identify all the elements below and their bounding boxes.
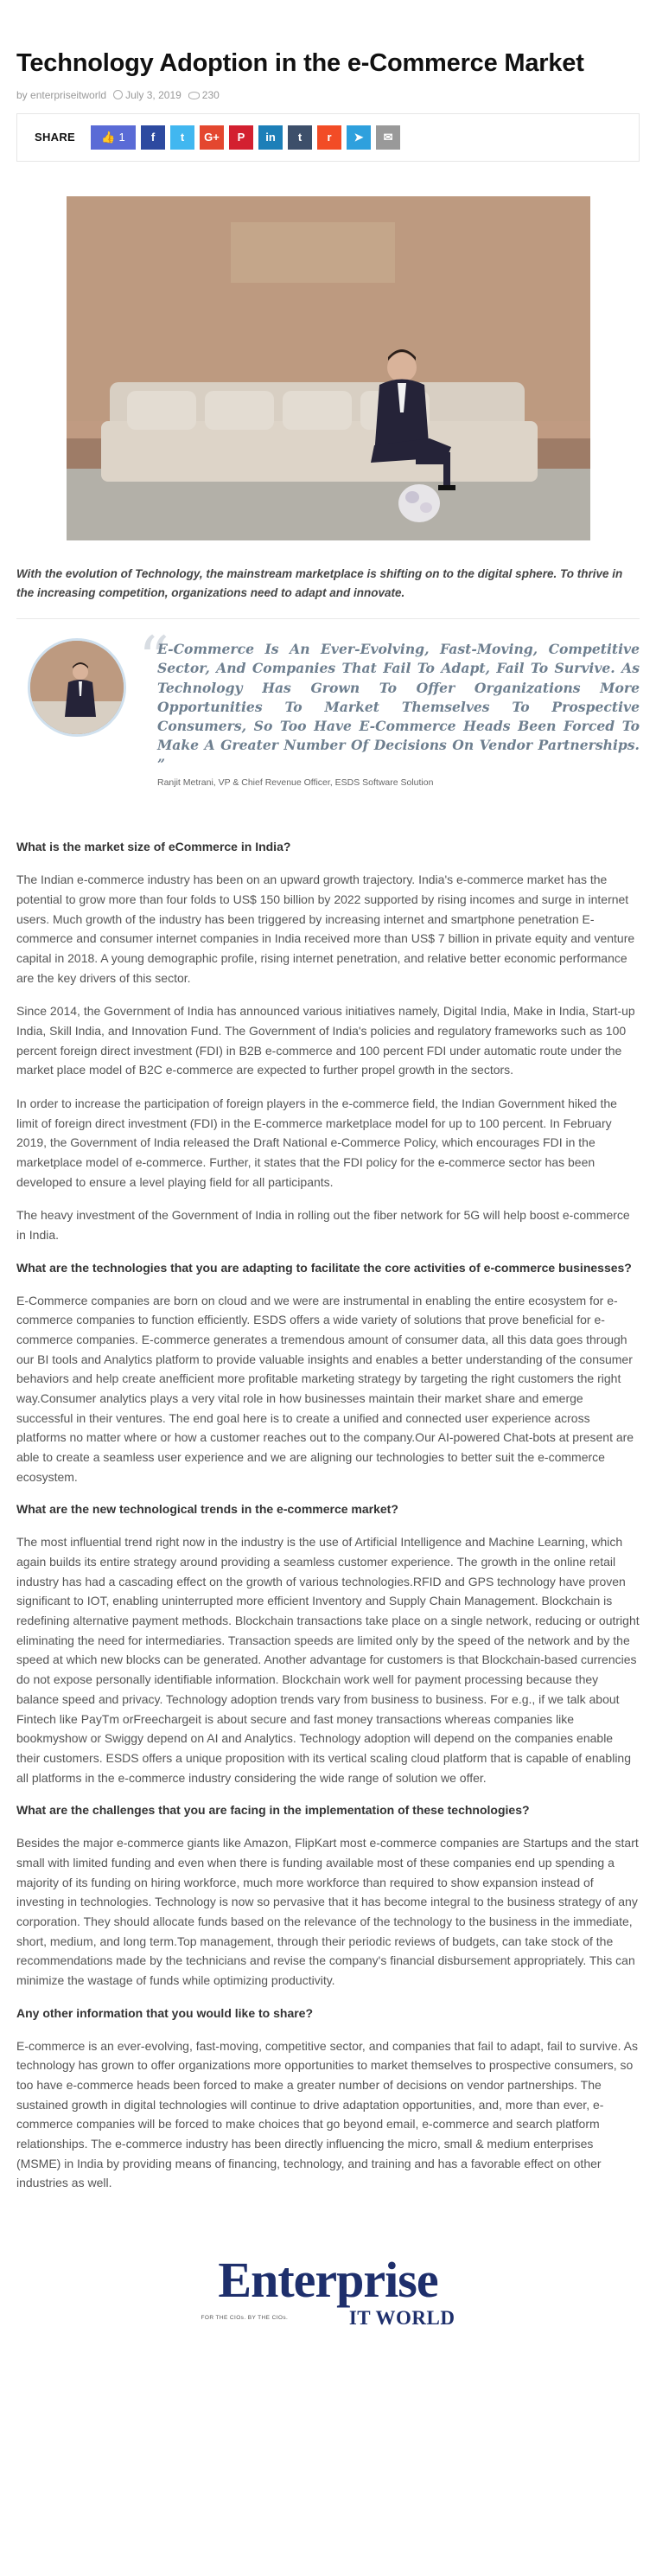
facebook-share-button[interactable] <box>141 125 165 150</box>
body-paragraph: The heavy investment of the Government of India in rolling out the fiber network for 5G will help boost e-commerce in India. <box>16 1208 630 1243</box>
google-plus-icon: G+ <box>204 131 220 144</box>
author-byline <box>16 89 106 101</box>
body-paragraph: E-Commerce companies are born on cloud and we were are instrumental in enabling the entire ecosystem for e-commerce companies to function efficiently. ESDS offers a wide variety of solutions that prove beneficial for e-commerce companies. E-commerce generates a tremendous amount of consumer data, all this data goes through our BI tools and Analytics platform to provide valuable insights and enables a better understanding of the consumer behaviors and help create anefficient more profitable marketing strategy by targeting the right customers the right way.Consumer analytics plays a very vital role in how businesses maintain their market share and emerge successful in their ventures. The end goal here is to create a unified and connected user experience across platforms no matter where or how a customer reaches out to the company.Our AI-powered Chat-bots at present are able to create a seamless user experience and we are aligning our technologies to better suit the e-commerce ecosystem. <box>16 1293 634 1484</box>
telegram-share-button[interactable] <box>347 125 371 150</box>
section-question: What are the new technological trends in the e-commerce market? <box>16 1502 398 1517</box>
publish-date <box>113 89 182 101</box>
section-question: What is the market size of eCommerce in India? <box>16 840 291 854</box>
eye-icon <box>188 92 200 99</box>
article-body <box>16 838 640 2193</box>
reddit-share-button[interactable] <box>317 125 341 150</box>
body-paragraph: Besides the major e-commerce giants like Amazon, FlipKart most e-commerce companies are Startups and the start small with limited funding and even when there is funding available most of these companies end up spending a majority of its funding on hiring workforce, much more workforce than required to show expansion instead of investing in technologies. Technology is now so pervasive that it has become integral to the business strategy of any corporation. They should allocate funds based on the relevance of the technology to the business in the immediate, short, medium, and long term.Top management, through their periodic reviews of budgets, can take stock of the recommendations made by the technicians and revise the company's financial disbursement appropriately. This can minimize the wastage of funds while optimizing productivity. <box>16 1836 639 1987</box>
quote-author-avatar <box>28 638 126 737</box>
twitter-share-button[interactable] <box>170 125 194 150</box>
quote-mark-icon: “ <box>138 623 169 695</box>
section-question: What are the challenges that you are facing in the implementation of these technologies? <box>16 1803 530 1818</box>
logo-subbrand: IT WORLD <box>348 2306 455 2329</box>
share-label: SHARE <box>35 131 76 144</box>
body-paragraph: The most influential trend right now in the industry is the use of Artificial Intelligence and Machine Learning, which again builds its entire strategy around providing a seamless customer experience. The growth in the online retail industry has had a cascading effect on the growth of various technologies.RFID and GPS technology have proven significant to IOT, enabling uninterrupted more efficient Inventory and Supply Chain Management. Blockchain is redefining alternative payment methods. Blockchain transactions take place on a single network, reducing or outright eliminating the need for intermediaries. Transaction speeds are limited only by the speed of the network and by the speed at which new blocks can be generated. Another advantage for customers is that Blockchain-based currencies do not expose personally identifiable information. Blockchain work well for payment processing because they balance speed and privacy. Technology adoption trends vary from business to business. For e.g., if we talk about Fintech like PayTm orFreechargeit is about secure and fast money transactions whereas companies like bookmyshow or Swiggy depend on AI and Analytics. Technology adoption will depend on the companies enable their customers. ESDS offers a unique proposition with its vertical scaling cloud platform that is capable of enabling all platforms in the e-commerce industry considering the wide range of solution we offer. <box>16 1535 640 1785</box>
facebook-icon: f <box>150 131 156 144</box>
article-meta <box>16 89 640 101</box>
logo-subline <box>194 2307 462 2330</box>
email-share-button[interactable] <box>376 125 400 150</box>
hero-photo <box>67 196 590 540</box>
divider <box>16 618 640 619</box>
section-question: What are the technologies that you are adapting to facilitate the core activities of e-commerce businesses? <box>16 1260 632 1275</box>
article-title: Technology Adoption in the e-Commerce Market <box>16 49 584 77</box>
linkedin-share-button[interactable] <box>258 125 283 150</box>
site-logo[interactable] <box>194 2251 462 2364</box>
quote-content <box>157 636 640 788</box>
body-paragraph: The Indian e-commerce industry has been on an upward growth trajectory. India's e-commerce market has the potential to grow more than four folds to US$ 150 billion by 2022 supported by rising incomes and surge in internet users. Much growth of the industry has been triggered by increasing internet and smartphone penetration E-commerce and consumer internet companies in India received more than US$ 7 billion in private equity and venture capital in 2018. A young demographic profile, rising internet penetration, and relative better economic performance are the key drivers of this sector. <box>16 873 635 985</box>
body-paragraph: Since 2014, the Government of India has announced various initiatives namely, Digital India, Make in India, Start-up India, Skill India, and Innovation Fund. The Government of India's policies and regulatory frameworks such as 100 percent foreign direct investment (FDI) in B2B e-commerce and 100 percent FDI under automatic route under the market place model of B2C e-commerce are expected to further propel growth in the sectors. <box>16 1004 635 1077</box>
author-link[interactable]: enterpriseitworld <box>30 88 107 101</box>
share-bar <box>16 113 640 162</box>
telegram-icon: ➤ <box>353 130 364 144</box>
hero-image <box>67 196 590 540</box>
logo-brand: Enterprise <box>218 2251 438 2308</box>
publish-date-text: July 3, 2019 <box>125 88 182 101</box>
share-buttons <box>91 125 400 150</box>
avatar-photo <box>30 641 124 734</box>
view-count <box>188 89 220 101</box>
view-count-text: 230 <box>201 88 220 101</box>
author-prefix: by <box>16 88 28 101</box>
image-caption: With the evolution of Technology, the mainstream marketplace is shifting on to the digital sphere. To thrive in the increasing competition, organizations need to adapt and innovate. <box>16 566 623 600</box>
quote-text: E-Commerce Is An Ever-Evolving, Fast-Moving, Competitive Sector, And Companies That Fail To Adapt, Fail To Survive. As Technology Has Grown To Offer Organizations More Opportunities To Market Themselves To Prospective Consumers, So Too Have E-Commerce Heads Been Forced To Make A Greater Number Of Decisions On Vendor Partnerships. ” <box>157 641 640 773</box>
logo-tagline: FOR THE CIOs. BY THE CIOs. <box>201 2315 289 2322</box>
pinterest-share-button[interactable] <box>229 125 253 150</box>
like-icon: 👍 <box>101 130 116 144</box>
like-share-button[interactable] <box>91 125 136 150</box>
clock-icon <box>113 90 123 99</box>
like-count: 1 <box>118 131 125 144</box>
tumblr-share-button[interactable] <box>288 125 312 150</box>
email-icon: ✉ <box>383 130 393 144</box>
pinterest-icon: P <box>237 131 245 144</box>
reddit-icon: r <box>327 131 332 144</box>
google-plus-share-button[interactable] <box>200 125 224 150</box>
quote-author: Ranjit Metrani, VP & Chief Revenue Officer, ESDS Software Solution <box>157 777 434 789</box>
body-paragraph: E-commerce is an ever-evolving, fast-moving, competitive sector, and companies that fail to adapt, fail to survive. As technology has grown to offer organizations more opportunities to market themselves to prospective consumers, so too have e-commerce heads been forced to make a greater number of decisions on vendor partnerships. The sustained growth in digital technologies will continue to drive adaptation opportunities, and, more than ever, e-commerce companies will be forced to make choices that go beyond email, e-commerce and search platform relationships. The e-commerce industry has been directly influencing the micro, small & medium enterprises (MSME) in India by providing means of financing, technology, and training and has a favorable effect on other industries as well. <box>16 2038 638 2190</box>
pull-quote <box>16 623 640 789</box>
linkedin-icon: in <box>265 131 276 144</box>
body-paragraph: In order to increase the participation of foreign players in the e-commerce field, the Indian Government hiked the limit of foreign direct investment (FDI) in the E-commerce marketplace model for up to 100 percent. In February 2019, the Government of India released the Draft National e-Commerce Policy, which encourages FDI in the marketplace model of e-commerce. Further, it states that the FDI policy for the e-commerce sector has been developed to ensure a level playing field for all participants. <box>16 1096 617 1189</box>
section-question: Any other information that you would like to share? <box>16 2005 314 2020</box>
twitter-icon: t <box>180 131 185 144</box>
tumblr-icon: t <box>297 131 303 144</box>
